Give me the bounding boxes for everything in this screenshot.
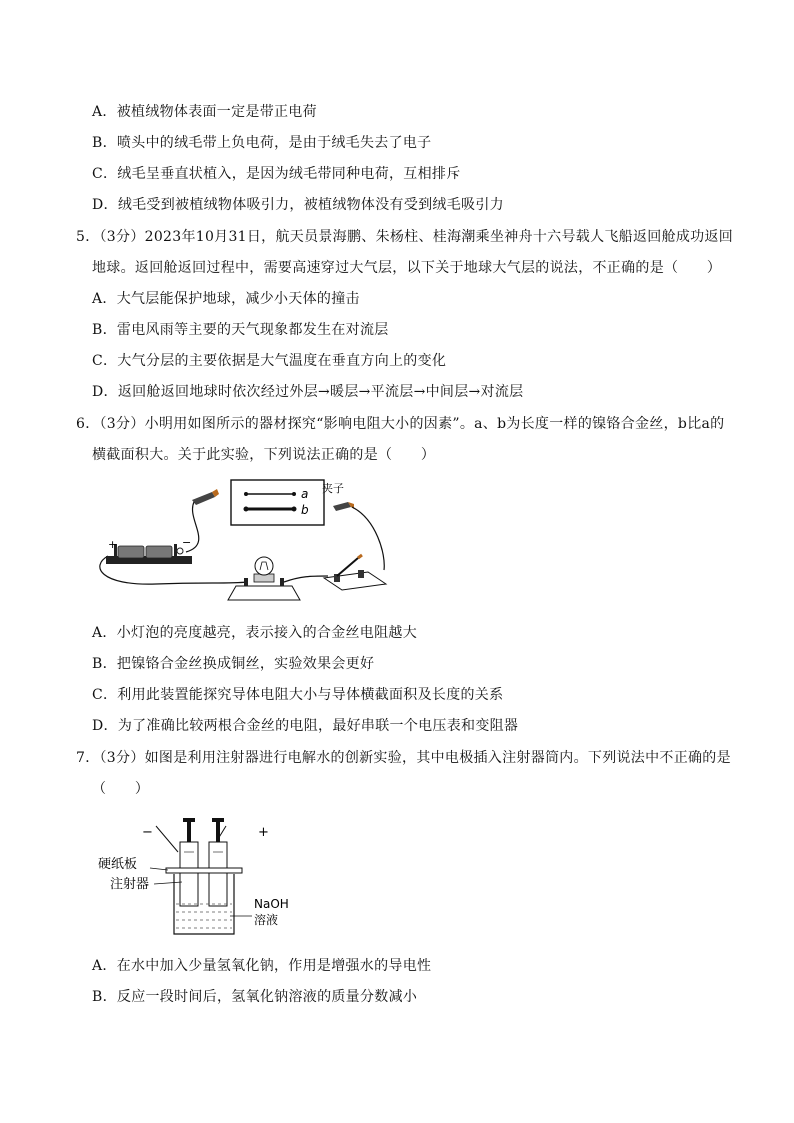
label-cardboard: 硬纸板 (98, 857, 138, 872)
battery-pack (106, 544, 192, 564)
q7-stem-line2: （ ） (92, 781, 150, 797)
label-negative: − (142, 825, 153, 840)
syringe-right (209, 842, 227, 906)
wire-negative (156, 826, 178, 852)
q4-option-a: A．被植绒物体表面一定是带正电荷 (92, 104, 317, 120)
wire-right-clip-to-switch (352, 507, 384, 570)
left-clip (192, 489, 219, 505)
knife-switch (324, 555, 386, 590)
q6-option-a: A．小灯泡的亮度越亮，表示接入的合金丝电阻越大 (92, 625, 418, 641)
q7-option-b: B．反应一段时间后，氢氧化钠溶液的质量分数减小 (92, 989, 418, 1005)
q5-stem-line1: 5．（3分）2023年10月31日，航天员景海鹏、朱杨柱、桂海潮乘坐神舟十六号载人飞船返回舱成功返回 (76, 229, 734, 245)
q5-option-a: A．大气层能保护地球，减少小天体的撞击 (92, 291, 360, 307)
label-b: b (301, 503, 309, 517)
wire-bulb-to-switch (284, 576, 328, 582)
q5-option-c: C．大气分层的主要依据是大气温度在垂直方向上的变化 (92, 353, 447, 369)
q5-option-b: B．雷电风雨等主要的天气现象都发生在对流层 (92, 322, 389, 338)
q4-option-b: B．喷头中的绒毛带上负电荷，是由于绒毛失去了电子 (92, 135, 432, 151)
naoh-solution (176, 904, 232, 928)
q7-option-a: A．在水中加入少量氢氧化钠，作用是增强水的导电性 (92, 958, 432, 974)
q6-option-b: B．把镍铬合金丝换成铜丝，实验效果会更好 (92, 656, 375, 672)
q5-stem-line2: 地球。返回舱返回过程中，需要高速穿过大气层，以下关于地球大气层的说法，不正确的是（ ） (92, 260, 722, 276)
cardboard (166, 868, 242, 873)
label-clip: 夹子 (322, 482, 344, 495)
q6-option-c: C．利用此装置能探究导体电阻大小与导体横截面积及长度的关系 (92, 687, 504, 703)
q5-option-d: D．返回舱返回地球时依次经过外层→暖层→平流层→中间层→对流层 (92, 384, 524, 400)
q4-option-d: D．绒毛受到被植绒物体吸引力，被植绒物体没有受到绒毛吸引力 (92, 197, 504, 213)
q7-stem-line1: 7．（3分）如图是利用注射器进行电解水的创新实验，其中电极插入注射器筒内。下列说法中不正确的是 (76, 750, 731, 766)
syringe-left (180, 842, 198, 906)
q6-stem-line1: 6．（3分）小明用如图所示的器材探究“影响电阻大小的因素”。a、b为长度一样的镍铬合金丝，b比a的 (76, 416, 725, 432)
alloy-wire-board (231, 480, 324, 525)
q6-stem-line2: 横截面积大。关于此实验，下列说法正确的是（ ） (92, 447, 436, 463)
q7-electrolysis-figure (94, 812, 304, 940)
label-solution: 溶液 (254, 913, 279, 927)
right-clip (333, 502, 354, 511)
label-minus: − (182, 536, 192, 549)
q4-option-c: C．绒毛呈垂直状植入，是因为绒毛带同种电荷，互相排斥 (92, 166, 461, 182)
q6-option-d: D．为了准确比较两根合金丝的电阻，最好串联一个电压表和变阻器 (92, 718, 519, 734)
light-bulb (228, 557, 300, 600)
label-syringe: 注射器 (110, 877, 150, 892)
q6-circuit-figure (96, 474, 396, 610)
label-positive: + (258, 825, 269, 840)
label-a: a (301, 487, 309, 501)
label-naoh: NaOH (254, 897, 289, 911)
label-plus: + (108, 538, 118, 551)
